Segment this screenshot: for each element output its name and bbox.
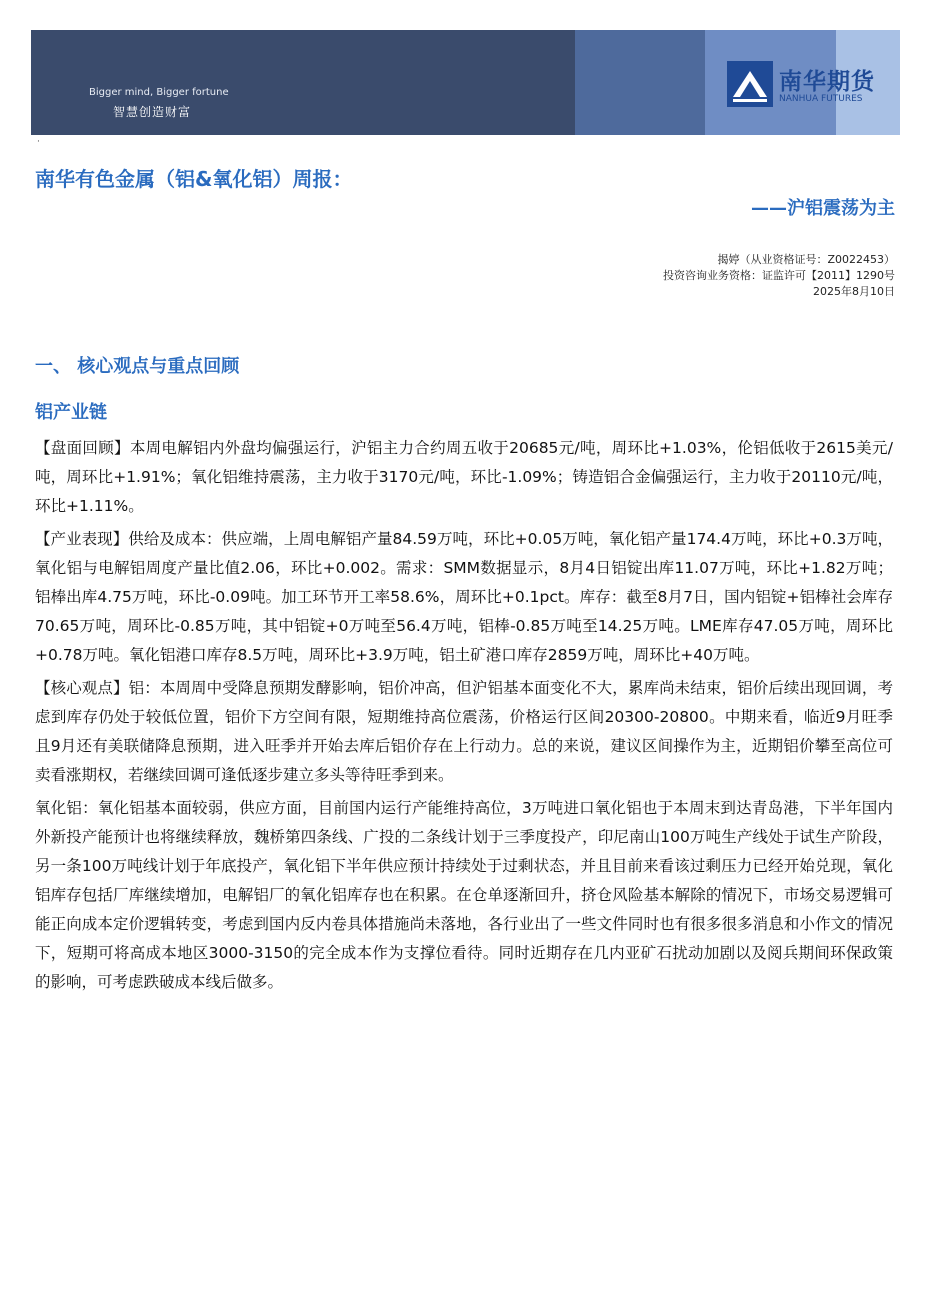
report-date: 2025年8月10日 bbox=[813, 285, 895, 298]
author-meta bbox=[663, 252, 895, 300]
paragraph-core-view: 【核心观点】铝：本周周中受降息预期发酵影响，铝价冲高，但沪铝基本面变化不大，累库尚未结束，铝价后续出现回调，考虑到库存仍处于较低位置，铝价下方空间有限，短期维持高位震荡，价格运行区间20300-20800。中期来看，临近9月旺季且9月还有美联储降息预期，进入旺季并开始去库后铝价存在上行动力。总的来说，建议区间操作为主，近期铝价攀至高位可卖看涨期权，若继续回调可逢低逐步建立多头等待旺季到来。 bbox=[35, 679, 893, 784]
banner-band bbox=[575, 30, 705, 135]
report-subtitle: ——沪铝震荡为主 bbox=[751, 198, 895, 219]
subsection-heading: 铝产业链 bbox=[35, 402, 107, 423]
paragraph-industry-performance: 【产业表现】供给及成本：供应端，上周电解铝产量84.59万吨，环比+0.05万吨，氧化铝产量174.4万吨，环比+0.3万吨，氧化铝与电解铝周度产量比值2.06，环比+0.002。需求：SMM数据显示，8月4日铝锭出库11.07万吨，环比+1.82万吨；铝棒出库4.75万吨，环比-0.09吨。加工环节开工率58.6%，周环比+0.1pct。库存：截至8月7日，国内铝锭+铝棒社会库存70.65万吨，周环比-0.85万吨，其中铝锭+0万吨至56.4万吨，铝棒-0.85万吨至14.25万吨。LME库存47.05万吨，周环比+0.78万吨。氧化铝港口库存8.5万吨，周环比+3.9万吨，铝土矿港口库存2859万吨，周环比+40万吨。 bbox=[35, 530, 893, 664]
paragraph-market-review: 【盘面回顾】本周电解铝内外盘均偏强运行，沪铝主力合约周五收于20685元/吨，周环比+1.03%，伦铝低收于2615美元/吨，周环比+1.91%；氧化铝维持震荡，主力收于3170元/吨，环比-1.09%；铸造铝合金偏强运行，主力收于20110元/吨，环比+1.11%。 bbox=[35, 439, 893, 515]
slogan-english: Bigger mind, Bigger fortune bbox=[89, 87, 229, 98]
logo-name-chinese: 南华期货 bbox=[779, 69, 875, 95]
license-line: 投资咨询业务资格：证监许可【2011】1290号 bbox=[663, 269, 895, 282]
section-heading: 一、 核心观点与重点回顾 bbox=[35, 356, 240, 377]
header-banner bbox=[31, 30, 900, 135]
author-line: 揭婷（从业资格证号：Z0022453） bbox=[717, 253, 895, 266]
slogan-chinese: 智慧创造财富 bbox=[113, 105, 192, 119]
report-body bbox=[35, 434, 893, 1001]
marker-dot: · bbox=[37, 137, 40, 147]
nanhua-logo-icon bbox=[727, 61, 773, 107]
logo-name-english: NANHUA FUTURES bbox=[779, 94, 863, 104]
report-title: 南华有色金属（铝&氧化铝）周报： bbox=[35, 167, 353, 191]
nanhua-logo bbox=[727, 61, 897, 111]
paragraph-alumina: 氧化铝：氧化铝基本面较弱，供应方面，目前国内运行产能维持高位，3万吨进口氧化铝也于本周末到达青岛港，下半年国内外新投产能预计也将继续释放，魏桥第四条线、广投的二条线计划于三季度投产，印尼南山100万吨生产线处于试生产阶段，另一条100万吨线计划于年底投产，氧化铝下半年供应预计持续处于过剩状态，并且目前来看该过剩压力已经开始兑现，氧化铝库存包括厂库继续增加，电解铝厂的氧化铝库存也在积累。在仓单逐渐回升，挤仓风险基本解除的情况下，市场交易逻辑可能正向成本定价逻辑转变，考虑到国内反内卷具体措施尚未落地，各行业出了一些文件同时也有很多很多消息和小作文的情况下，短期可将高成本地区3000-3150的完全成本作为支撑位看待。同时近期存在几内亚矿石扰动加剧以及阅兵期间环保政策的影响，可考虑跌破成本线后做多。 bbox=[35, 799, 893, 991]
